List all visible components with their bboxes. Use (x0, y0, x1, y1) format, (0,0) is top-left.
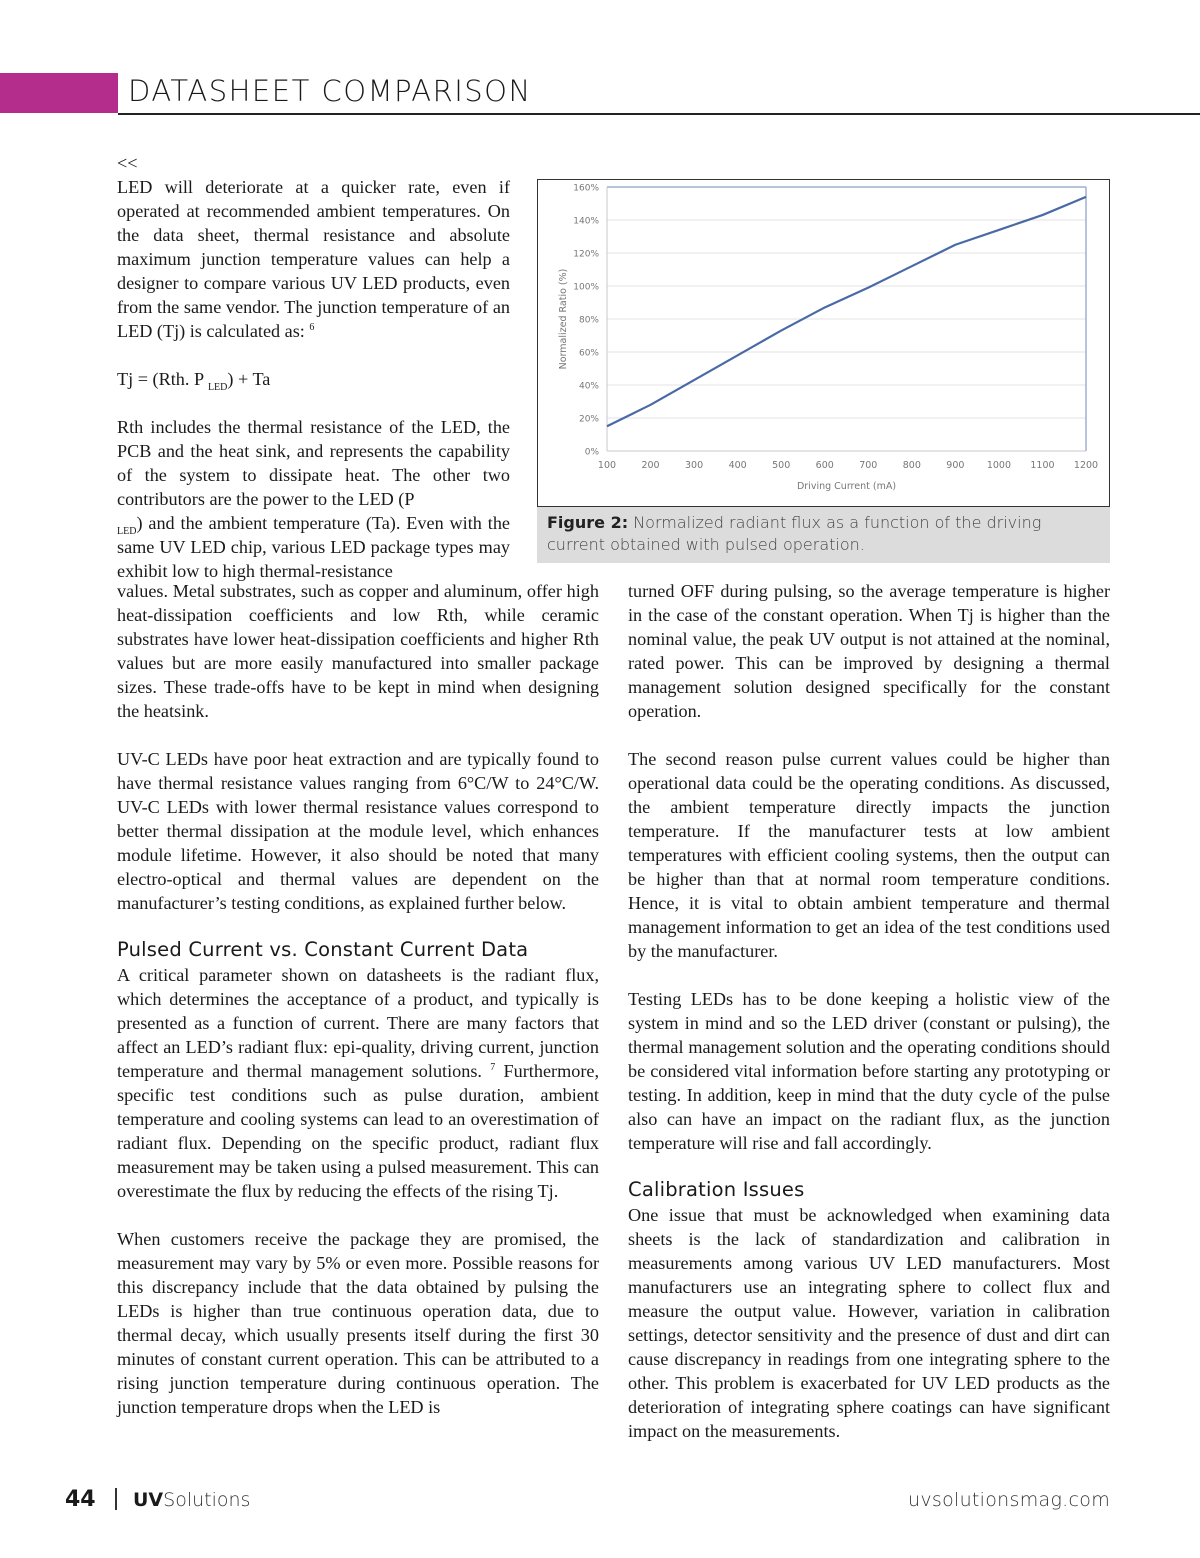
reference-7: 7 (490, 1062, 496, 1073)
magazine-brand: UVSolutions (133, 1489, 251, 1511)
x-tick-label: 800 (902, 460, 921, 471)
paragraph-uvc-thermal: UV-C LEDs have poor heat extraction and are typically found to have thermal resistance values ranging from 6°C/W to 24°C/W. UV-C LEDs with lower thermal resistance values correspond to better thermal dissipation at the module level, which enhances module lifetime. However, it also should be noted that many electro-optical and thermal values are dependent on the manufacturer’s testing conditions, as explained further below. (117, 749, 599, 913)
y-tick-label: 60% (578, 348, 599, 359)
reference-6: 6 (309, 322, 315, 333)
x-tick-label: 600 (815, 460, 834, 471)
x-tick-label: 1000 (986, 460, 1012, 471)
y-tick-label: 140% (573, 216, 599, 227)
paragraph-second-reason: The second reason pulse current values could be higher than operational data could be the operating conditions. As discussed, the ambient temperature directly impacts the junction temperature. If the manufacturer tests at low ambient temperatures with efficient cooling systems, then the output can be higher than that at normal room temperature conditions. Hence, it is vital to obtain ambient temperature and thermal management information to get an idea of the test conditions used by the manufacturer. (628, 749, 1110, 961)
x-tick-label: 300 (685, 460, 704, 471)
paragraph-calibration: One issue that must be acknowledged when examining data sheets is the lack of standardization and calibration in measurements among various UV LED manufacturers. Most manufacturers use an integrating sphere to collect flux and measure the output value. However, variation in calibration settings, detector sensitivity and the presence of dust and dirt can cause discrepancy in readings from one integrating sphere to the other. This problem is exacerbated for UV LED products as the deterioration of integrating sphere coatings can have significant impact on the measurements. (628, 1205, 1110, 1441)
paragraph-pulsing-off: turned OFF during pulsing, so the average temperature is higher in the case of the constant operation. When Tj is higher than the nominal value, the peak UV output is not attained at the nominal, rated power. This can be improved by designing a thermal management solution designed specifically for the constant operation. (628, 581, 1110, 721)
paragraph-junction-temp: LED will deteriorate at a quicker rate, even if operated at recommended ambient temperatures. On the data sheet, thermal resistance and absolute maximum junction temperature values can help a designer to compare various UV LED products, even from the same vendor. The junction temperature of an LED (Tj) is calculated as: $^6$ (117, 177, 510, 341)
x-tick-label: 200 (641, 460, 660, 471)
left-column-bottom (117, 579, 599, 1419)
x-tick-label: 1200 (1073, 460, 1099, 471)
x-tick-label: 100 (597, 460, 617, 471)
x-tick-label: 900 (946, 460, 965, 471)
heading-calibration-issues: Calibration Issues (628, 1178, 805, 1201)
section-accent-band (0, 73, 118, 113)
formula: Tj = (Rth. P $_{LED}$) + Ta (117, 369, 271, 393)
x-tick-label: 500 (772, 460, 791, 471)
data-series-line (607, 197, 1086, 426)
y-tick-label: 120% (573, 249, 599, 260)
y-tick-label: 100% (573, 282, 599, 293)
x-tick-label: 400 (728, 460, 747, 471)
y-tick-label: 40% (578, 381, 599, 392)
figure-2 (537, 179, 1110, 563)
heading-pulsed-vs-constant: Pulsed Current vs. Constant Current Data (117, 938, 529, 961)
header-divider (118, 113, 1200, 115)
continuation-marker: << (117, 153, 138, 173)
paragraph-customers: When customers receive the package they are promised, the measurement may vary by 5% or even more. Possible reasons for this discrepancy include that the data obtained by pulsing the LEDs is higher than true continuous operation data, due to thermal decay, which usually presents itself during the first 30 minutes of constant current operation. This can be attributed to a rising junction temperature during continuous operation. The junction temperature drops when the LED is (117, 1229, 599, 1417)
line-chart (537, 179, 1110, 507)
paragraph-rth: Rth includes the thermal resistance of the LED, the PCB and the heat sink, and represents the capability of the system to dissipate heat. The other two contributors are the power to the LED (P $_{LED}$) and the ambient temperature (Ta). Even with the same UV LED chip, various LED package types may exhibit low to high thermal-resistance (117, 417, 510, 581)
y-axis-label: Normalized Ratio (%) (558, 268, 569, 370)
magazine-url: uvsolutionsmag.com (908, 1489, 1110, 1511)
section-title: DATASHEET COMPARISON (128, 74, 532, 108)
paragraph-testing-leds: Testing LEDs has to be done keeping a holistic view of the system in mind and so the LED driver (constant or pulsing), the thermal management solution and the operating conditions should be considered vital information before starting any prototyping or testing. In addition, keep in mind that the duty cycle of the pulse also can have an impact on the radiant flux, as the junction temperature will rise and fall accordingly. (628, 989, 1110, 1153)
x-axis-label: Driving Current (mA) (796, 481, 897, 492)
chart-canvas (538, 180, 1109, 506)
paragraph-radiant-flux: A critical parameter shown on datasheets is the radiant flux, which determines the acceptance of a product, and typically is presented as a function of current. There are many factors that affect an LED’s radiant flux: epi-quality, driving current, junction temperature and thermal management solutions. $^7$ Furthermore, specific test conditions such as pulse duration, ambient temperature and cooling systems can lead to an overestimation of radiant flux. Depending on the specific product, radiant flux measurement may be taken using a pulsed measurement. This can overestimate the flux by reducing the effects of the rising Tj. (117, 965, 600, 1201)
right-column (628, 579, 1110, 1443)
figure-caption: Figure 2: Normalized radiant flux as a function of the driving current obtained with pulsed operation. (537, 507, 1110, 563)
footer-divider (115, 1488, 117, 1510)
x-tick-label: 700 (859, 460, 878, 471)
y-tick-label: 160% (573, 183, 599, 194)
left-column-top (117, 151, 510, 583)
y-tick-label: 20% (578, 414, 599, 425)
paragraph-substrates: values. Metal substrates, such as copper and aluminum, offer high heat-dissipation coefficients and low Rth, while ceramic substrates have lower heat-dissipation coefficients and higher Rth values but are more easily manufactured into smaller package sizes. These trade-offs have to be kept in mind when designing the heatsink. (117, 581, 599, 721)
y-tick-label: 0% (584, 447, 599, 458)
page-number: 44 (65, 1487, 96, 1512)
y-tick-label: 80% (578, 315, 599, 326)
x-tick-label: 1100 (1030, 460, 1055, 471)
